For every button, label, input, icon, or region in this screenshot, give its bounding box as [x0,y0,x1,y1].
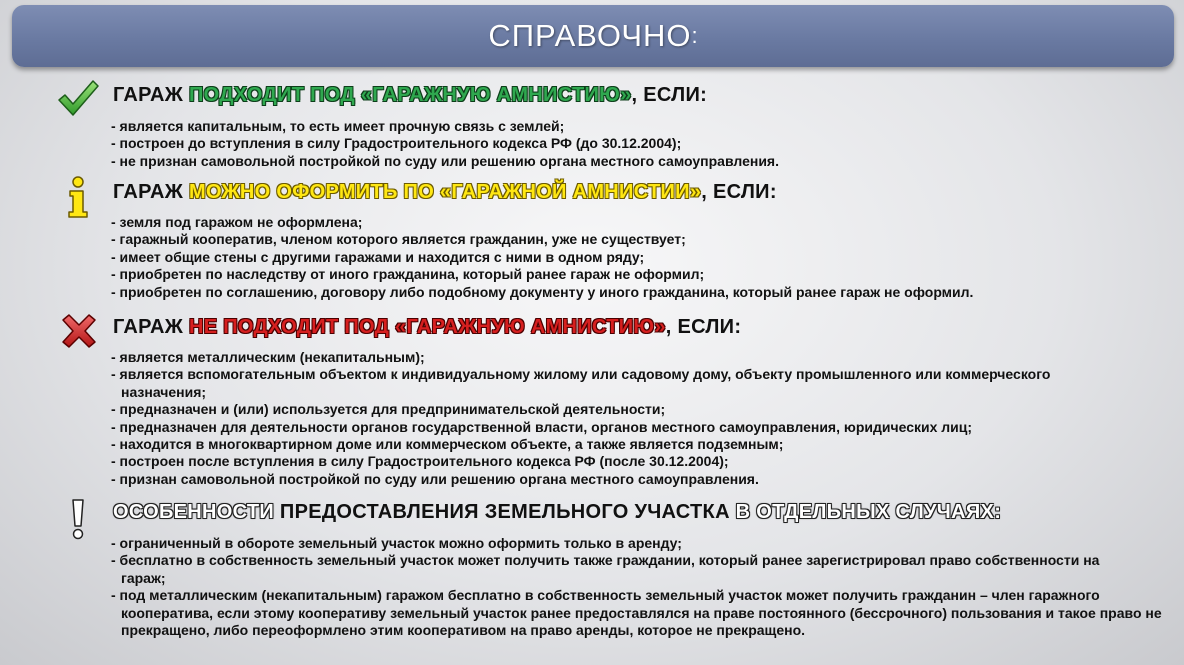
list-item: - является вспомогательным объектом к индивидуальному жилому или садовому дому, объекту промышленного или коммерческого назначения; [111,366,1051,400]
list-item: - построен после вступления в силу Градостроительного кодекса РФ (после 30.12.2004); [111,453,729,470]
list-item: - построен до вступления в силу Градостроительного кодекса РФ (до 30.12.2004); [111,135,682,152]
heading-prefix: ГАРАЖ [113,316,189,338]
page-title: СПРАВОЧНО [488,18,692,53]
condition-list [111,214,973,301]
heading-part-2: ПРЕДОСТАВЛЕНИЯ ЗЕМЕЛЬНОГО УЧАСТКА [274,501,736,523]
heading-suffix: , ЕСЛИ: [665,316,742,338]
heading-prefix: ГАРАЖ [113,181,189,203]
heading-suffix: , ЕСЛИ: [631,84,708,106]
section-heading [113,180,777,204]
heading-highlight: МОЖНО ОФОРМИТЬ ПО «ГАРАЖНОЙ АМНИСТИИ» [188,181,702,203]
condition-list [111,349,1111,488]
list-item: - бесплатно в собственность земельный участок может получить также граждании, который ранее зарегистрировал право собственности на гараж; [111,552,1100,586]
list-item: - земля под гаражом не оформлена; [111,214,363,230]
list-item: - ограниченный в обороте земельный участок можно оформить только в аренду; [111,535,682,551]
title-bar [12,5,1174,67]
list-item: - признан самовольной постройкой по суду или решению органа местного самоуправления. [111,470,759,487]
list-item: - предназначен для деятельности органов государственной власти, органов местного самоуправления, юридических лиц; [111,418,973,435]
list-item: - находится в многоквартирном доме или коммерческом объекте, а также является подземным; [111,436,784,453]
list-item: - предназначен и (или) используется для предпринимательской деятельности; [111,401,666,418]
checkmark-icon [57,78,99,118]
info-icon [66,176,90,218]
heading-highlight: НЕ ПОДХОДИТ ПОД «ГАРАЖНУЮ АМНИСТИЮ» [188,316,666,338]
list-item: - не признан самовольной постройкой по суду или решению органа местного самоуправления. [111,152,779,169]
exclamation-icon [68,498,88,540]
heading-prefix: ГАРАЖ [113,84,189,106]
heading-highlight: ПОДХОДИТ ПОД «ГАРАЖНУЮ АМНИСТИЮ» [188,84,632,106]
list-item: - приобретен по соглашению, договору либо подобному документу у иного гражданина, который ранее гараж не оформил. [111,283,974,300]
heading-part-3: В ОТДЕЛЬНЫХ СЛУЧАЯХ: [735,501,1002,523]
list-item: - имеет общие стены с другими гаражами и находится с ними в одном ряду; [111,248,645,265]
list-item: - гаражный кооператив, членом которого является гражданин, уже не существует; [111,231,686,248]
heading-part-1: ОСОБЕННОСТИ [113,501,275,523]
list-item: - является капитальным, то есть имеет прочную связь с землей; [111,118,565,134]
page-title-colon: : [691,23,698,48]
list-item: - является металлическим (некапитальным); [111,349,425,365]
condition-list [111,535,1176,639]
section-heading [113,315,741,339]
section-heading [113,83,707,107]
cross-icon [60,313,98,349]
section-heading [113,500,1001,524]
condition-list [111,118,779,170]
list-item: - под металлическим (некапитальным) гаражом бесплатно в собственность земельный участок может получить гражданин – член гаражного кооператива, если этому кооперативу земельный участок ранее предоставлялся на праве постоянного (бессрочного) пользования и такое право не прекращено, либо переоформлено этим кооперативом на право аренды, которое не прекращено. [111,587,1162,639]
list-item: - приобретен по наследству от иного гражданина, который ранее гараж не оформил; [111,266,705,283]
heading-suffix: , ЕСЛИ: [701,181,777,203]
